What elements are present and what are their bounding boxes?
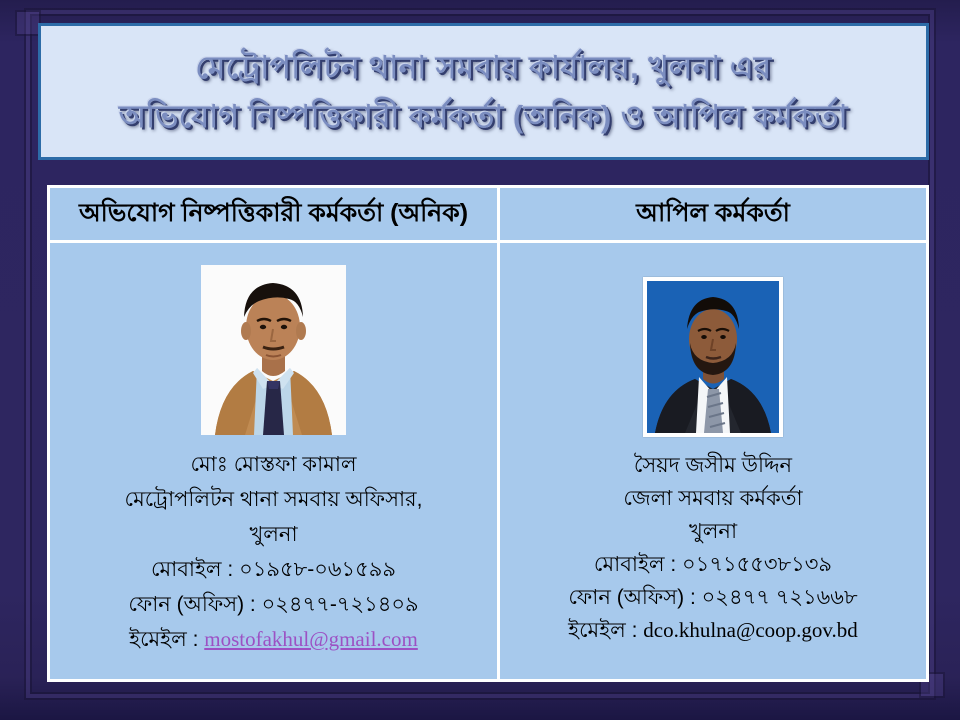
officer-mobile: মোবাইল : ০১৭১৫৫৩৮১৩৯	[593, 553, 833, 576]
officer-designation: মেট্রোপলিটন থানা সমবায় অফিসার,	[124, 488, 423, 511]
officer-district: খুলনা	[249, 523, 298, 546]
officer-phone: ফোন (অফিস) : ০২৪৭৭-৭২১৪০৯	[128, 593, 419, 616]
officer-name: মোঃ মোস্তফা কামাল	[190, 453, 357, 476]
slide-title-line2: অভিযোগ নিষ্পত্তিকারী কর্মকর্তা (অনিক) ও আপিল কর্মকর্তা	[118, 98, 849, 134]
officers-table	[47, 185, 929, 682]
title-box	[38, 23, 929, 160]
email-label: ইমেইল :	[568, 619, 644, 642]
appeal-officer-email: dco.khulna@coop.gov.bd	[643, 618, 858, 642]
officer-mobile: মোবাইল : ০১৯৫৮-০৬১৫৯৯	[150, 558, 397, 581]
officer-designation: জেলা সমবায় কর্মকর্তা	[623, 487, 803, 510]
table-header-row	[49, 187, 928, 242]
officer-district: খুলনা	[688, 520, 738, 543]
complaint-officer-email-link[interactable]: mostofakhul@gmail.com	[204, 627, 418, 651]
complaint-officer-details	[50, 447, 497, 657]
complaint-officer-cell	[49, 242, 499, 681]
email-label: ইমেইল :	[129, 628, 205, 651]
officer-name: সৈয়দ জসীম উদ্দিন	[633, 454, 793, 477]
appeal-officer-details	[500, 449, 926, 647]
officer-email-line	[50, 622, 497, 657]
column-header-complaint-officer: অভিযোগ নিষ্পত্তিকারী কর্মকর্তা (অনিক)	[49, 187, 499, 242]
officer-phone: ফোন (অফিস) : ০২৪৭৭ ৭২১৬৬৮	[568, 586, 858, 609]
complaint-officer-photo	[201, 265, 346, 435]
slide-title-line1: মেট্রোপলিটন থানা সমবায় কার্যালয়, খুলনা এর	[195, 49, 772, 85]
appeal-officer-photo	[643, 277, 783, 437]
table-body-row	[49, 242, 928, 681]
appeal-officer-cell	[499, 242, 928, 681]
column-header-appeal-officer: আপিল কর্মকর্তা	[499, 187, 928, 242]
officer-email-line	[500, 614, 926, 647]
